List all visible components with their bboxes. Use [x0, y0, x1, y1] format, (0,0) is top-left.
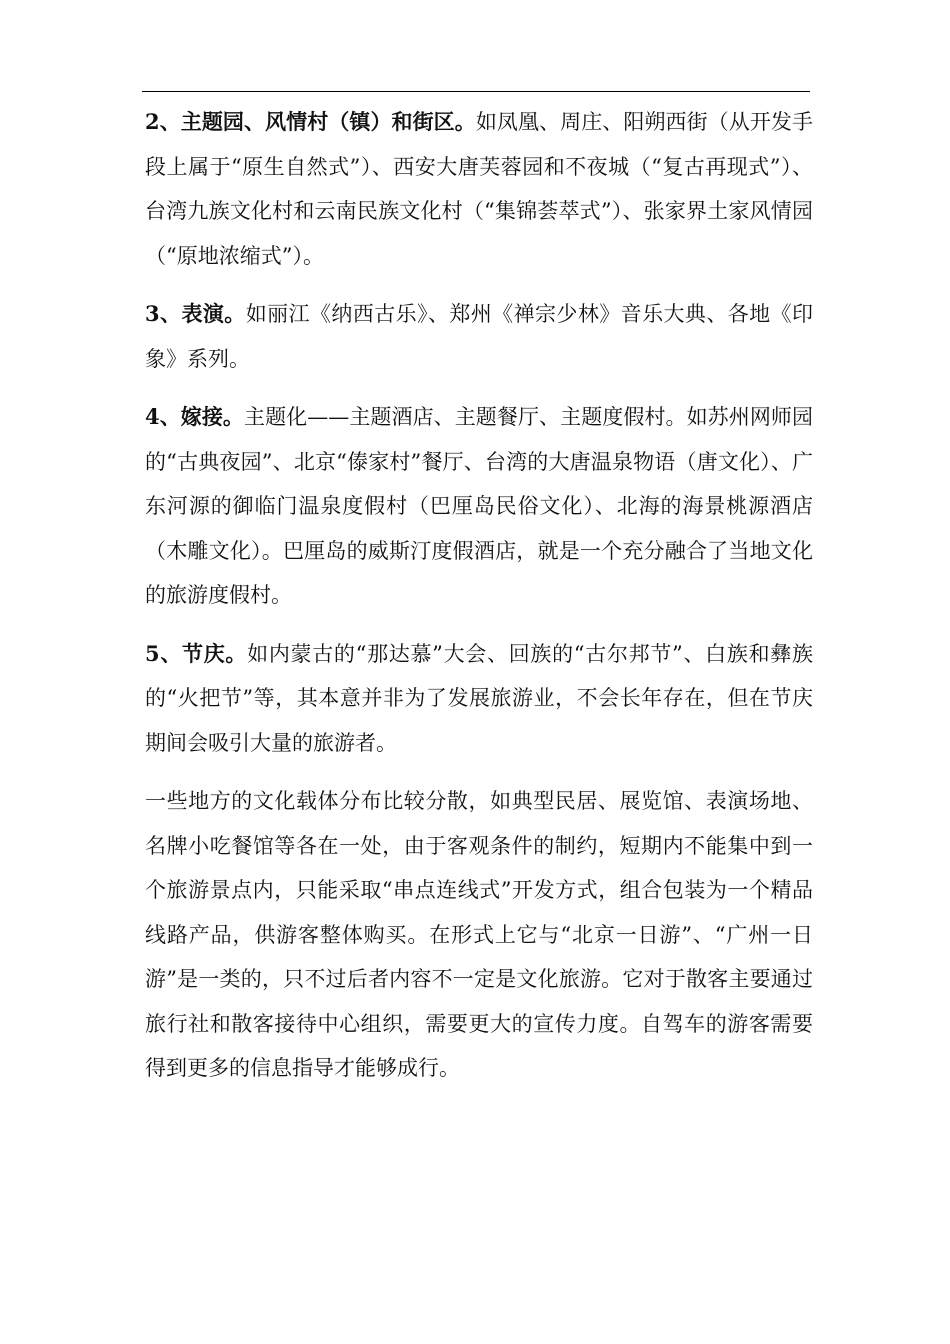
paragraph-route-products [145, 779, 813, 1091]
paragraph-heading: 4、嫁接。 [145, 404, 245, 429]
paragraph-performance [145, 292, 813, 381]
paragraph-festivals [145, 632, 813, 766]
paragraph-theme-parks [145, 100, 813, 278]
header-rule [142, 91, 810, 92]
paragraph-heading: 2、主题园、风情村（镇）和街区。 [145, 109, 476, 134]
paragraph-heading: 3、表演。 [145, 301, 246, 326]
paragraph-text: 如内蒙古的“那达慕”大会、回族的“古尔邦节”、白族和彝族的“火把节”等，其本意并非为了发展旅游业，不会长年存在，但在节庆期间会吸引大量的旅游者。 [145, 641, 813, 755]
paragraph-grafting [145, 395, 813, 618]
paragraph-text: 一些地方的文化载体分布比较分散，如典型民居、展览馆、表演场地、名牌小吃餐馆等各在一处，由于客观条件的制约，短期内不能集中到一个旅游景点内，只能采取“串点连线式”开发方式，组合包装为一个精品线路产品，供游客整体购买。在形式上它与“北京一日游”、“广州一日游”是一类的，只不过后者内容不一定是文化旅游。它对于散客主要通过旅行社和散客接待中心组织，需要更大的宣传力度。自驾车的游客需要得到更多的信息指导才能够成行。 [145, 789, 813, 1080]
paragraph-heading: 5、节庆。 [145, 640, 248, 666]
document-body [145, 100, 813, 1105]
paragraph-text: 主题化——主题酒店、主题餐厅、主题度假村。如苏州网师园的“古典夜园”、北京“傣家村”餐厅、台湾的大唐温泉物语（唐文化）、广东河源的御临门温泉度假村（巴厘岛民俗文化）、北海的海景桃源酒店（木雕文化）。巴厘岛的威斯汀度假酒店，就是一个充分融合了当地文化的旅游度假村。 [145, 405, 813, 607]
paragraph-text: 如凤凰、周庄、阳朔西街（从开发手段上属于“原生自然式”）、西安大唐芙蓉园和不夜城（“复古再现式”）、台湾九族文化村和云南民族文化村（“集锦荟萃式”）、张家界土家风情园（“原地浓缩式”）。 [145, 110, 813, 268]
paragraph-text: 如丽江《纳西古乐》、郑州《禅宗少林》音乐大典、各地《印象》系列。 [145, 302, 813, 371]
